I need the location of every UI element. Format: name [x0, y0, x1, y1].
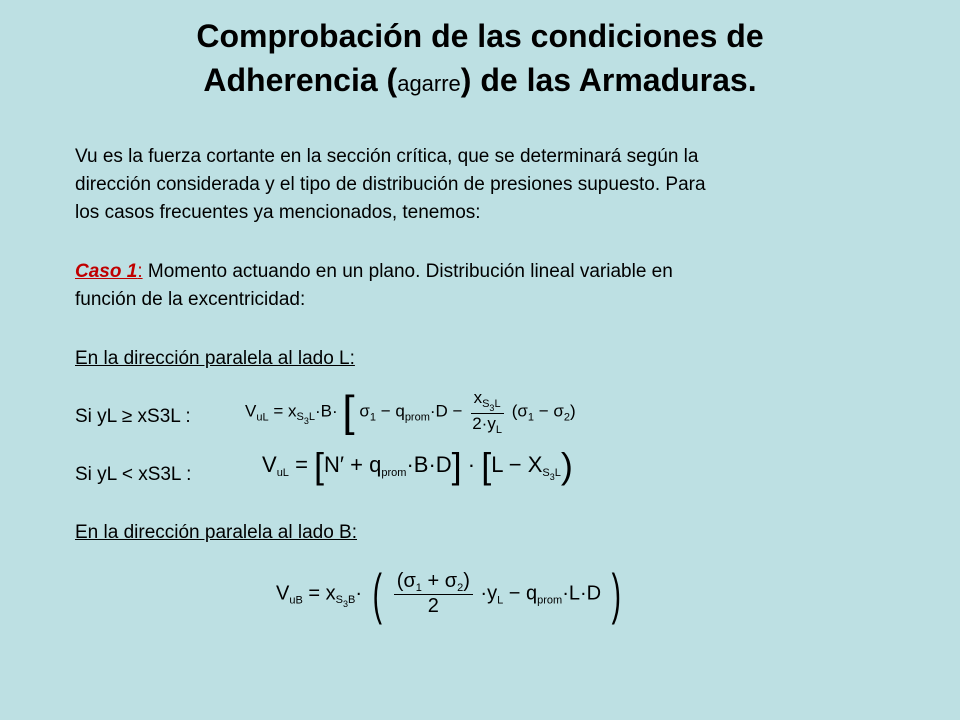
caso1-text-1: Momento actuando en un plano. Distribución lineal variable en: [142, 261, 673, 282]
intro-paragraph: [75, 143, 855, 227]
equation-3: $V_{uB} = x_{S_3B}\cdot$ ( $\frac{(\sigma_1 + \sigma_2)}{2}$ $\cdot y_L - q_{prom}\cdot L\cdot D$ ): [276, 562, 621, 625]
title-part-a: Adherencia (: [203, 62, 398, 98]
title-part-b: ) de las Armaduras.: [460, 62, 757, 98]
caso1-line-1: [75, 258, 855, 286]
direccion-B-heading: En la dirección paralela al lado B:: [75, 522, 358, 543]
intro-line-2: dirección considerada y el tipo de distribución de presiones supuesto. Para: [75, 174, 706, 195]
direccion-L-heading: En la dirección paralela al lado L:: [75, 348, 355, 369]
caso1-line-2: función de la excentricidad:: [75, 289, 306, 310]
caso1-colon: :: [137, 261, 143, 282]
caso1-label: Caso 1: [75, 261, 138, 282]
title-line-1: Comprobación de las condiciones de: [196, 18, 764, 54]
condition-1: Si yL ≥ xS3L :: [75, 406, 191, 427]
intro-line-3: los casos frecuentes ya mencionados, tenemos:: [75, 202, 481, 223]
title-part-small: agarre: [397, 71, 461, 96]
condition-2: Si yL < xS3L :: [75, 464, 192, 485]
equation-2: $V_{uL} = [N' + q_{prom}\cdot B\cdot D] \cdot [L - X_{S_3L})$: [262, 445, 573, 486]
intro-line-1: Vu es la fuerza cortante en la sección crítica, que se determinará según la: [75, 146, 699, 167]
slide-title: [0, 14, 960, 106]
equation-1: $V_{uL} = x_{S_3L}\cdot B\cdot$ [ $\sigma_1 - q_{prom}\cdot D$ − $\frac{x_{S_3L}}{2\cdot y_L}$ $(\sigma_1 - \sigma_2)$: [245, 387, 576, 436]
title-line-2: [0, 58, 960, 106]
caso1-paragraph: [75, 258, 855, 314]
